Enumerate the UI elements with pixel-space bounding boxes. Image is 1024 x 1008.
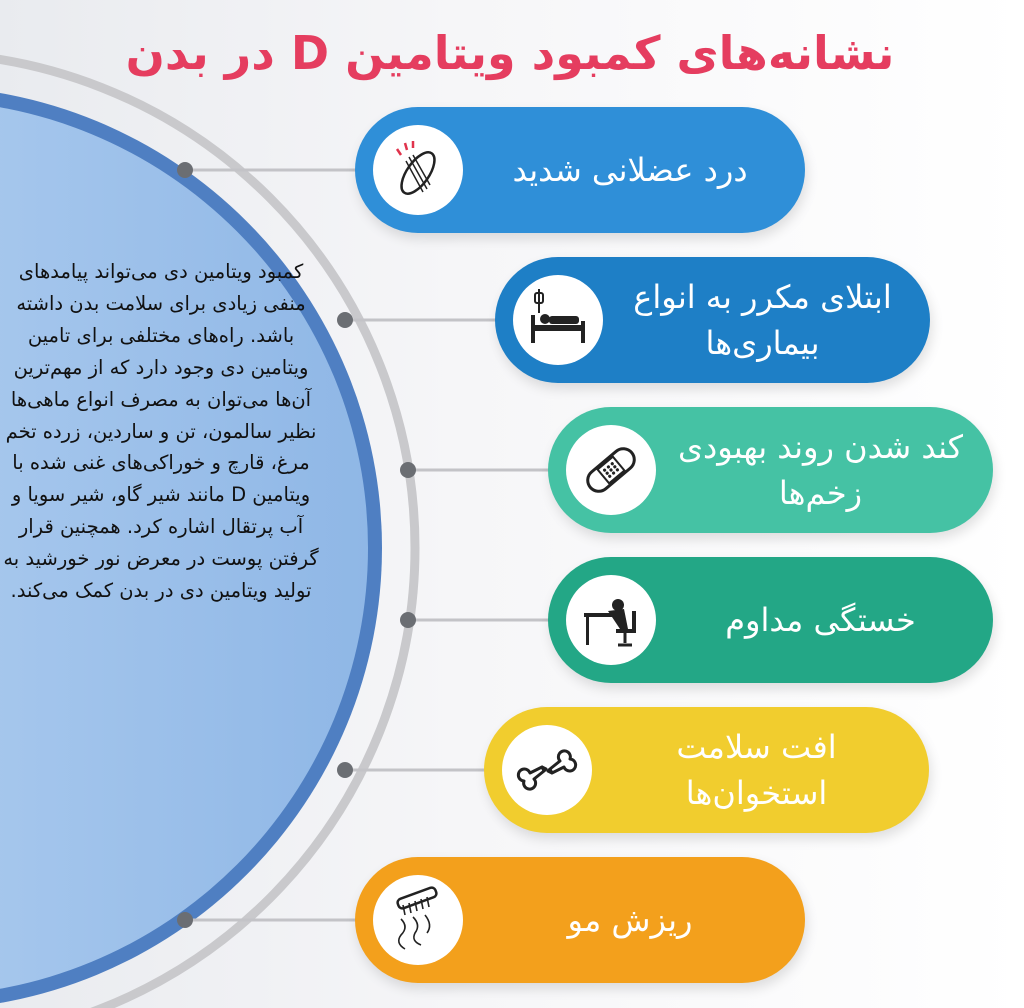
intro-paragraph: کمبود ویتامین دی می‌تواند پیامدهای منفی زیادی برای سلامت بدن داشته باشد. راه‌های مختلفی برای تامین ویتامین دی وجود دارد که از مهم‌ترین آن‌ها می‌توان به مصرف انواع ماهی‌ها نظیر سالمون، تن و ساردین، زرده تخم مرغ، قارچ و خوراکی‌های غنی شده با ویتامین D مانند شیر گاو، شیر سویا و آب پرتقال اشاره کرد. همچنین قرار گرفتن پوست در معرض نور خورشید به تولید ویتامین دی در بدن کمک می‌کند.: [3, 260, 319, 603]
symptom-label: کند شدن روند بهبودی زخم‌ها: [677, 428, 964, 512]
symptom-hair-loss: [355, 857, 805, 983]
symptom-label: ریزش مو: [567, 901, 693, 939]
symptom-label: افت سلامت استخوان‌ها: [676, 728, 837, 812]
symptom-fatigue: [548, 557, 993, 683]
tired-person-icon: [566, 575, 656, 665]
page-title: نشانه‌های کمبود ویتامین D در بدن: [125, 26, 895, 80]
symptom-frequent-illness: [495, 257, 930, 383]
broken-bone-icon: [502, 725, 592, 815]
symptom-bone-health: [484, 707, 929, 833]
hair-loss-icon: [373, 875, 463, 965]
symptom-label: خستگی مداوم: [725, 601, 916, 639]
bandage-icon: [566, 425, 656, 515]
symptom-slow-healing: [548, 407, 993, 533]
symptom-muscle-pain: [355, 107, 805, 233]
muscle-pain-icon: [373, 125, 463, 215]
hospital-bed-icon: [513, 275, 603, 365]
symptom-label: درد عضلانی شدید: [512, 151, 748, 189]
symptom-label: ابتلای مکرر به انواع بیماری‌ها: [633, 278, 892, 362]
